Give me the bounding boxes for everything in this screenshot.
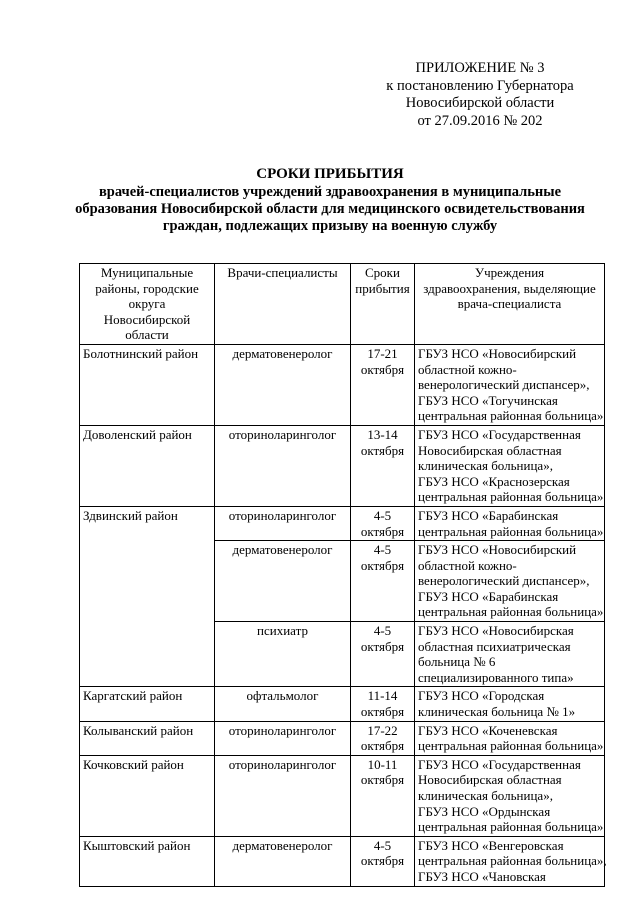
header-specialists (215, 264, 351, 345)
institution-cell (415, 687, 605, 721)
dates-line: октября (360, 638, 405, 654)
header-institutions (415, 264, 605, 345)
dates-line: 11-14 (367, 688, 398, 704)
dates-cell (351, 687, 415, 721)
table-row (80, 506, 605, 540)
table-row (80, 687, 605, 721)
header-text: области (125, 327, 169, 343)
dates-cell (351, 344, 415, 425)
main-title: СРОКИ ПРИБЫТИЯ (256, 166, 404, 182)
dates-cell (351, 622, 415, 687)
appendix-line: к постановлению Губернатора (386, 77, 574, 94)
institution-line: центральная районная больница» (418, 408, 604, 424)
district-cell: Кыштовский район (80, 836, 215, 886)
header-dates (351, 264, 415, 345)
dates-line: 10-11 (367, 756, 398, 772)
dates-line: октября (360, 523, 405, 539)
appendix-line: Новосибирской области (405, 95, 555, 111)
header-text: Сроки (365, 265, 400, 280)
institution-line: ГБУЗ НСО «Городская (418, 688, 545, 704)
institution-line: центральная районная больница» (418, 489, 604, 505)
institution-line: клиническая больница № 1» (418, 704, 576, 720)
specialist-cell: оториноларинголог (215, 755, 351, 836)
dates-line: 4-5 (373, 623, 392, 639)
table-row (80, 755, 605, 836)
institution-cell (415, 836, 605, 886)
dates-line: октября (360, 442, 405, 458)
dates-line: 17-21 (367, 345, 398, 361)
appendix-line: от 27.09.2016 № 202 (417, 112, 543, 129)
dates-line: 4-5 (373, 542, 392, 558)
institution-line: ГБУЗ НСО «Барабинская (418, 507, 559, 523)
header-text: здравоохранения, выделяющие (423, 280, 596, 296)
dates-line: 13-14 (367, 426, 398, 442)
dates-line: 4-5 (373, 837, 392, 853)
institution-line: ГБУЗ НСО «Новосибирская (418, 623, 574, 639)
district-cell: Каргатский район (80, 687, 215, 721)
subtitle-line: образования Новосибирской области для медицинского освидетельствования (75, 201, 585, 217)
table-row (80, 425, 605, 506)
institution-line: клиническая больница», (418, 788, 553, 803)
institution-line: областной кожно- (418, 557, 517, 573)
specialists-table (79, 263, 605, 887)
specialist-cell: дерматовенеролог (215, 836, 351, 886)
dates-line: 4-5 (373, 507, 392, 523)
specialist-cell: офтальмолог (215, 687, 351, 721)
institution-line: центральная районная больница» (418, 738, 604, 754)
header-text: округа (128, 296, 166, 312)
dates-cell (351, 541, 415, 622)
dates-cell (351, 425, 415, 506)
institution-line: клиническая больница», (418, 458, 553, 474)
institution-line: центральная районная больница», (418, 853, 607, 869)
institution-line: центральная районная больница» (418, 604, 604, 620)
dates-cell (351, 755, 415, 836)
institution-line: ГБУЗ НСО «Тогучинская (418, 392, 558, 408)
header-text: Врачи-специалисты (227, 265, 338, 280)
header-districts (80, 264, 215, 345)
institution-cell (415, 721, 605, 755)
header-text: Муниципальные (100, 265, 194, 280)
table-row (80, 836, 605, 886)
institution-line: центральная районная больница» (418, 523, 604, 539)
dates-line: октября (360, 853, 405, 869)
institution-line: венерологический диспансер», (418, 377, 590, 393)
table-row (80, 721, 605, 755)
table-header-row (80, 264, 605, 345)
dates-cell (351, 506, 415, 540)
institution-line: ГБУЗ НСО «Новосибирский (418, 345, 577, 361)
institution-line: Новосибирская областная (418, 442, 562, 458)
specialist-cell: психиатр (215, 622, 351, 687)
institution-cell (415, 506, 605, 540)
institution-line: ГБУЗ НСО «Государственная (418, 756, 581, 772)
institution-line: центральная районная больница» (418, 819, 604, 835)
dates-line: 17-22 (367, 722, 398, 738)
institution-line: ГБУЗ НСО «Чановская (418, 868, 546, 884)
institution-line: ГБУЗ НСО «Коченевская (418, 722, 558, 738)
document-title (60, 166, 600, 235)
institution-line: венерологический диспансер», (418, 573, 590, 589)
dates-line: октября (360, 704, 405, 720)
institution-line: ГБУЗ НСО «Барабинская (418, 588, 559, 604)
appendix-line: ПРИЛОЖЕНИЕ № 3 (415, 60, 545, 76)
header-text: Новосибирской (103, 311, 191, 327)
dates-line: октября (360, 361, 405, 377)
institution-line: ГБУЗ НСО «Государственная (418, 426, 581, 442)
dates-line: октября (360, 772, 405, 788)
dates-cell (351, 836, 415, 886)
institution-cell (415, 425, 605, 506)
header-text: районы, городские (95, 280, 199, 296)
district-cell: Кочковский район (80, 755, 215, 836)
institution-line: областной кожно- (418, 361, 517, 377)
header-text: врача-специалиста (457, 296, 562, 312)
header-text: прибытия (355, 280, 410, 296)
district-cell: Болотнинский район (80, 344, 215, 425)
district-cell: Здвинский район (80, 506, 215, 687)
institution-line: ГБУЗ НСО «Краснозерская (418, 473, 570, 489)
specialist-cell: оториноларинголог (215, 721, 351, 755)
institution-line: ГБУЗ НСО «Венгеровская (418, 837, 564, 853)
subtitle-line: граждан, подлежащих призыву на военную службу (162, 218, 498, 234)
institution-line: Новосибирская областная (418, 772, 562, 788)
institution-cell (415, 755, 605, 836)
institution-line: больница № 6 (418, 654, 496, 670)
institution-line: ГБУЗ НСО «Ордынская (418, 803, 551, 819)
dates-line: октября (360, 557, 405, 573)
specialist-cell: оториноларинголог (215, 425, 351, 506)
dates-line: октября (360, 738, 405, 754)
specialist-cell: оториноларинголог (215, 506, 351, 540)
table-body (80, 344, 605, 886)
institution-cell (415, 541, 605, 622)
district-cell: Колыванский район (80, 721, 215, 755)
institution-line: областная психиатрическая (418, 638, 571, 654)
specialist-cell: дерматовенеролог (215, 344, 351, 425)
header-text: Учреждения (474, 265, 545, 280)
institution-line: ГБУЗ НСО «Новосибирский (418, 542, 577, 558)
specialist-cell: дерматовенеролог (215, 541, 351, 622)
subtitle-line: врачей-специалистов учреждений здравоохранения в муниципальные (98, 184, 562, 200)
institution-cell (415, 344, 605, 425)
table-row (80, 344, 605, 425)
dates-cell (351, 721, 415, 755)
institution-line: специализированного типа» (418, 669, 574, 685)
institution-cell (415, 622, 605, 687)
district-cell: Доволенский район (80, 425, 215, 506)
appendix-header (380, 60, 580, 130)
